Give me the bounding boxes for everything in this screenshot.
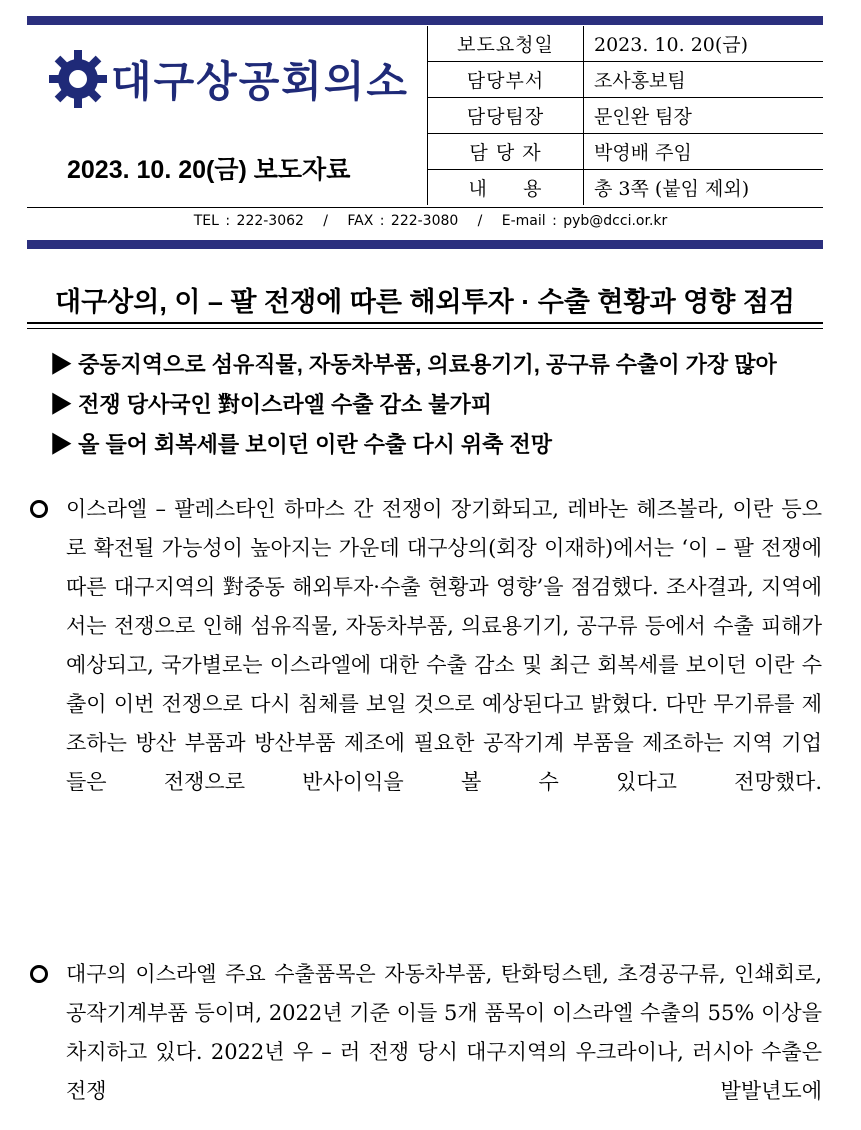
org-logo (47, 48, 409, 110)
info-row: 담 당 자 박영배 주임 (428, 134, 824, 170)
org-name: 대구상공회의소 (111, 58, 410, 105)
paragraph-text: 이스라엘 – 팔레스타인 하마스 간 전쟁이 장기화되고, 레바논 헤즈볼라, 이란 등으로 확전될 가능성이 높아지는 가운데 대구상의(회장 이재하)에서는 ‘이 – 팔 전쟁에 따른 대구지역의 對중동 해외투자·수출 현황과 영향’을 점검했다. 조사결과, 지역에서는 전쟁으로 인해 섬유직물, 자동차부품, 의료용기기, 공구류 등에서 수출 피해가 예상되고, 국가별로는 이스라엘에 대한 수출 감소 및 최근 회복세를 보이던 이란 수출이 이번 전쟁으로 다시 침체를 보일 것으로 예상된다고 밝혔다. 다만 무기류를 제조하는 방산 부품과 방산부품 제조에 필요한 공작기계 부품을 제조하는 지역 기업들은 전쟁으로 반사이익을 볼 수 있다고 전망했다. (66, 497, 822, 794)
header-divider (27, 207, 823, 208)
title-underline (27, 322, 823, 324)
top-rule (27, 16, 823, 25)
gear-icon (47, 48, 109, 110)
bottom-rule (27, 240, 823, 249)
contact-line: TEL : 222-3062 / FAX : 222-3080 / E-mail : pyb@dcci.or.kr (193, 213, 668, 229)
circle-bullet-icon (30, 500, 48, 518)
info-row: 담당팀장 문인완 팀장 (428, 98, 824, 134)
summary-bullet: ▶ 중동지역으로 섬유직물, 자동차부품, 의료용기기, 공구류 수출이 가장 많아 (50, 352, 777, 377)
page-title: 대구상의, 이 – 팔 전쟁에 따른 해외투자 · 수출 현황과 영향 점검 (55, 287, 795, 317)
info-row: 보도요청일 2023. 10. 20(금) (428, 26, 824, 62)
paragraph-text: 대구의 이스라엘 주요 수출품목은 자동차부품, 탄화텅스텐, 초경공구류, 인쇄회로, 공작기계부품 등이며, 2022년 기준 이들 5개 품목이 이스라엘 수출의 55% 이상을 차지하고 있다. 2022년 우 – 러 전쟁 당시 대구지역의 우크라이나, 러시아 수출은 전쟁 발발년도에 (66, 962, 822, 1103)
info-table (427, 26, 823, 205)
body-paragraph (30, 490, 822, 802)
info-row: 내 용 총 3쪽 (붙임 제외) (428, 170, 824, 206)
summary-bullet: ▶ 전쟁 당사국인 對이스라엘 수출 감소 불가피 (50, 392, 492, 417)
circle-bullet-icon (30, 965, 48, 983)
press-header (27, 26, 823, 206)
title-underline-thin (27, 328, 823, 329)
release-label: 2023. 10. 20(금) 보도자료 (67, 156, 351, 184)
summary-bullets (50, 350, 777, 470)
info-row: 담당부서 조사홍보팀 (428, 62, 824, 98)
body-paragraph (30, 955, 822, 1111)
summary-bullet: ▶ 올 들어 회복세를 보이던 이란 수출 다시 위축 전망 (50, 432, 553, 457)
